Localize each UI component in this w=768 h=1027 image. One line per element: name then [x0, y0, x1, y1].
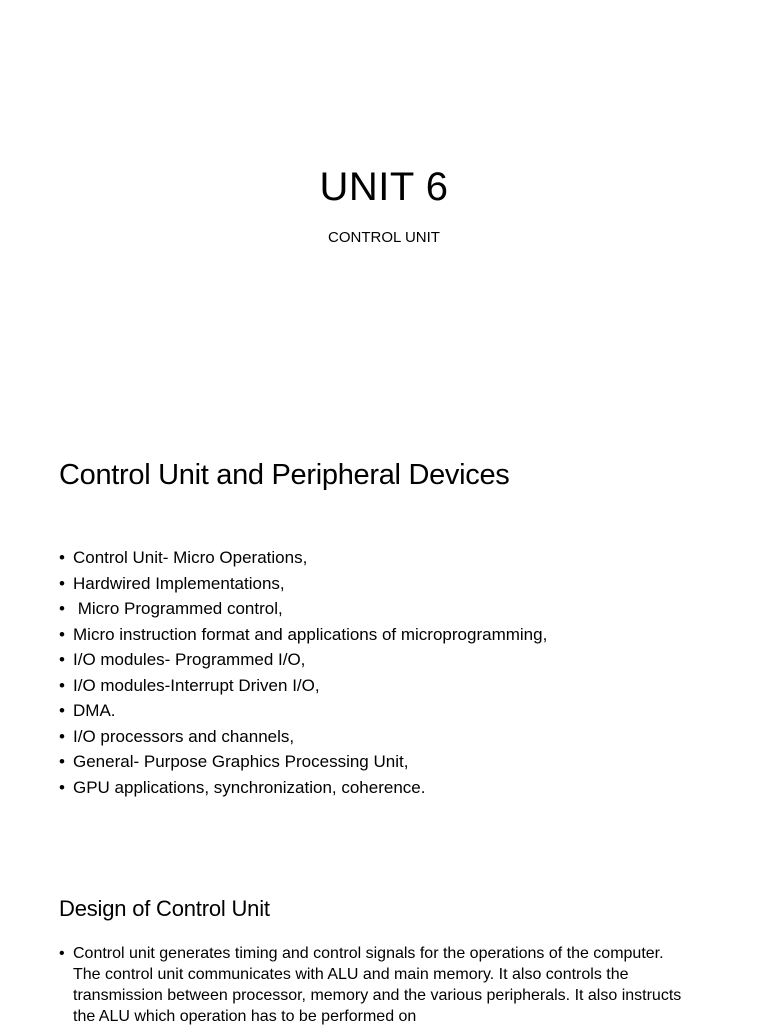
- bullet-list: [59, 943, 689, 1027]
- slide-heading: Control Unit and Peripheral Devices: [59, 459, 510, 491]
- slide-title: [0, 0, 768, 400]
- slide-overview: [0, 400, 768, 840]
- list-item: [59, 596, 719, 622]
- bullet-list: [59, 545, 719, 800]
- list-item-text: General- Purpose Graphics Processing Unit,: [73, 752, 409, 771]
- list-item-text: Control unit generates timing and control signals for the operations of the computer. The control unit communicates with ALU and main memory. It also controls the transmission between processor, memory and the various peripherals. It also instructs the ALU which operation has to be performed on: [73, 945, 682, 1025]
- list-item: [59, 673, 719, 699]
- list-item-text: Micro instruction format and applications of microprogramming,: [73, 624, 548, 644]
- bullet-icon: •: [59, 599, 65, 618]
- slide-design-of-control-unit: [0, 840, 768, 1024]
- list-item: [59, 647, 719, 673]
- list-item: [59, 775, 719, 801]
- list-item-text: I/O processors and channels,: [73, 726, 295, 746]
- bullet-icon: •: [59, 752, 65, 771]
- list-item: [59, 698, 719, 724]
- slide-heading: Design of Control Unit: [59, 896, 270, 921]
- bullet-icon: •: [59, 573, 65, 593]
- list-item-text: Control Unit- Micro Operations,: [73, 548, 308, 567]
- list-item-text: Hardwired Implementations,: [73, 573, 285, 593]
- bullet-icon: •: [59, 548, 65, 567]
- list-item: [59, 571, 719, 597]
- list-item-text: I/O modules- Programmed I/O,: [73, 650, 306, 669]
- bullet-icon: •: [59, 777, 65, 797]
- slide-subtitle: CONTROL UNIT: [328, 229, 440, 246]
- bullet-icon: •: [59, 701, 65, 720]
- list-item-text: Micro Programmed control,: [73, 599, 283, 618]
- bullet-icon: •: [59, 675, 65, 695]
- bullet-icon: •: [59, 650, 65, 669]
- bullet-icon: •: [59, 624, 65, 644]
- bullet-icon: •: [59, 945, 65, 962]
- bullet-icon: •: [59, 726, 65, 746]
- list-item: [59, 545, 719, 571]
- list-item: [59, 724, 719, 750]
- list-item-text: DMA.: [73, 701, 116, 720]
- list-item: [59, 943, 689, 1027]
- list-item-text: GPU applications, synchronization, coherence.: [73, 777, 426, 797]
- list-item: [59, 622, 719, 648]
- list-item: [59, 749, 719, 775]
- list-item-text: I/O modules-Interrupt Driven I/O,: [73, 675, 320, 695]
- slide-title-heading: UNIT 6: [319, 165, 449, 209]
